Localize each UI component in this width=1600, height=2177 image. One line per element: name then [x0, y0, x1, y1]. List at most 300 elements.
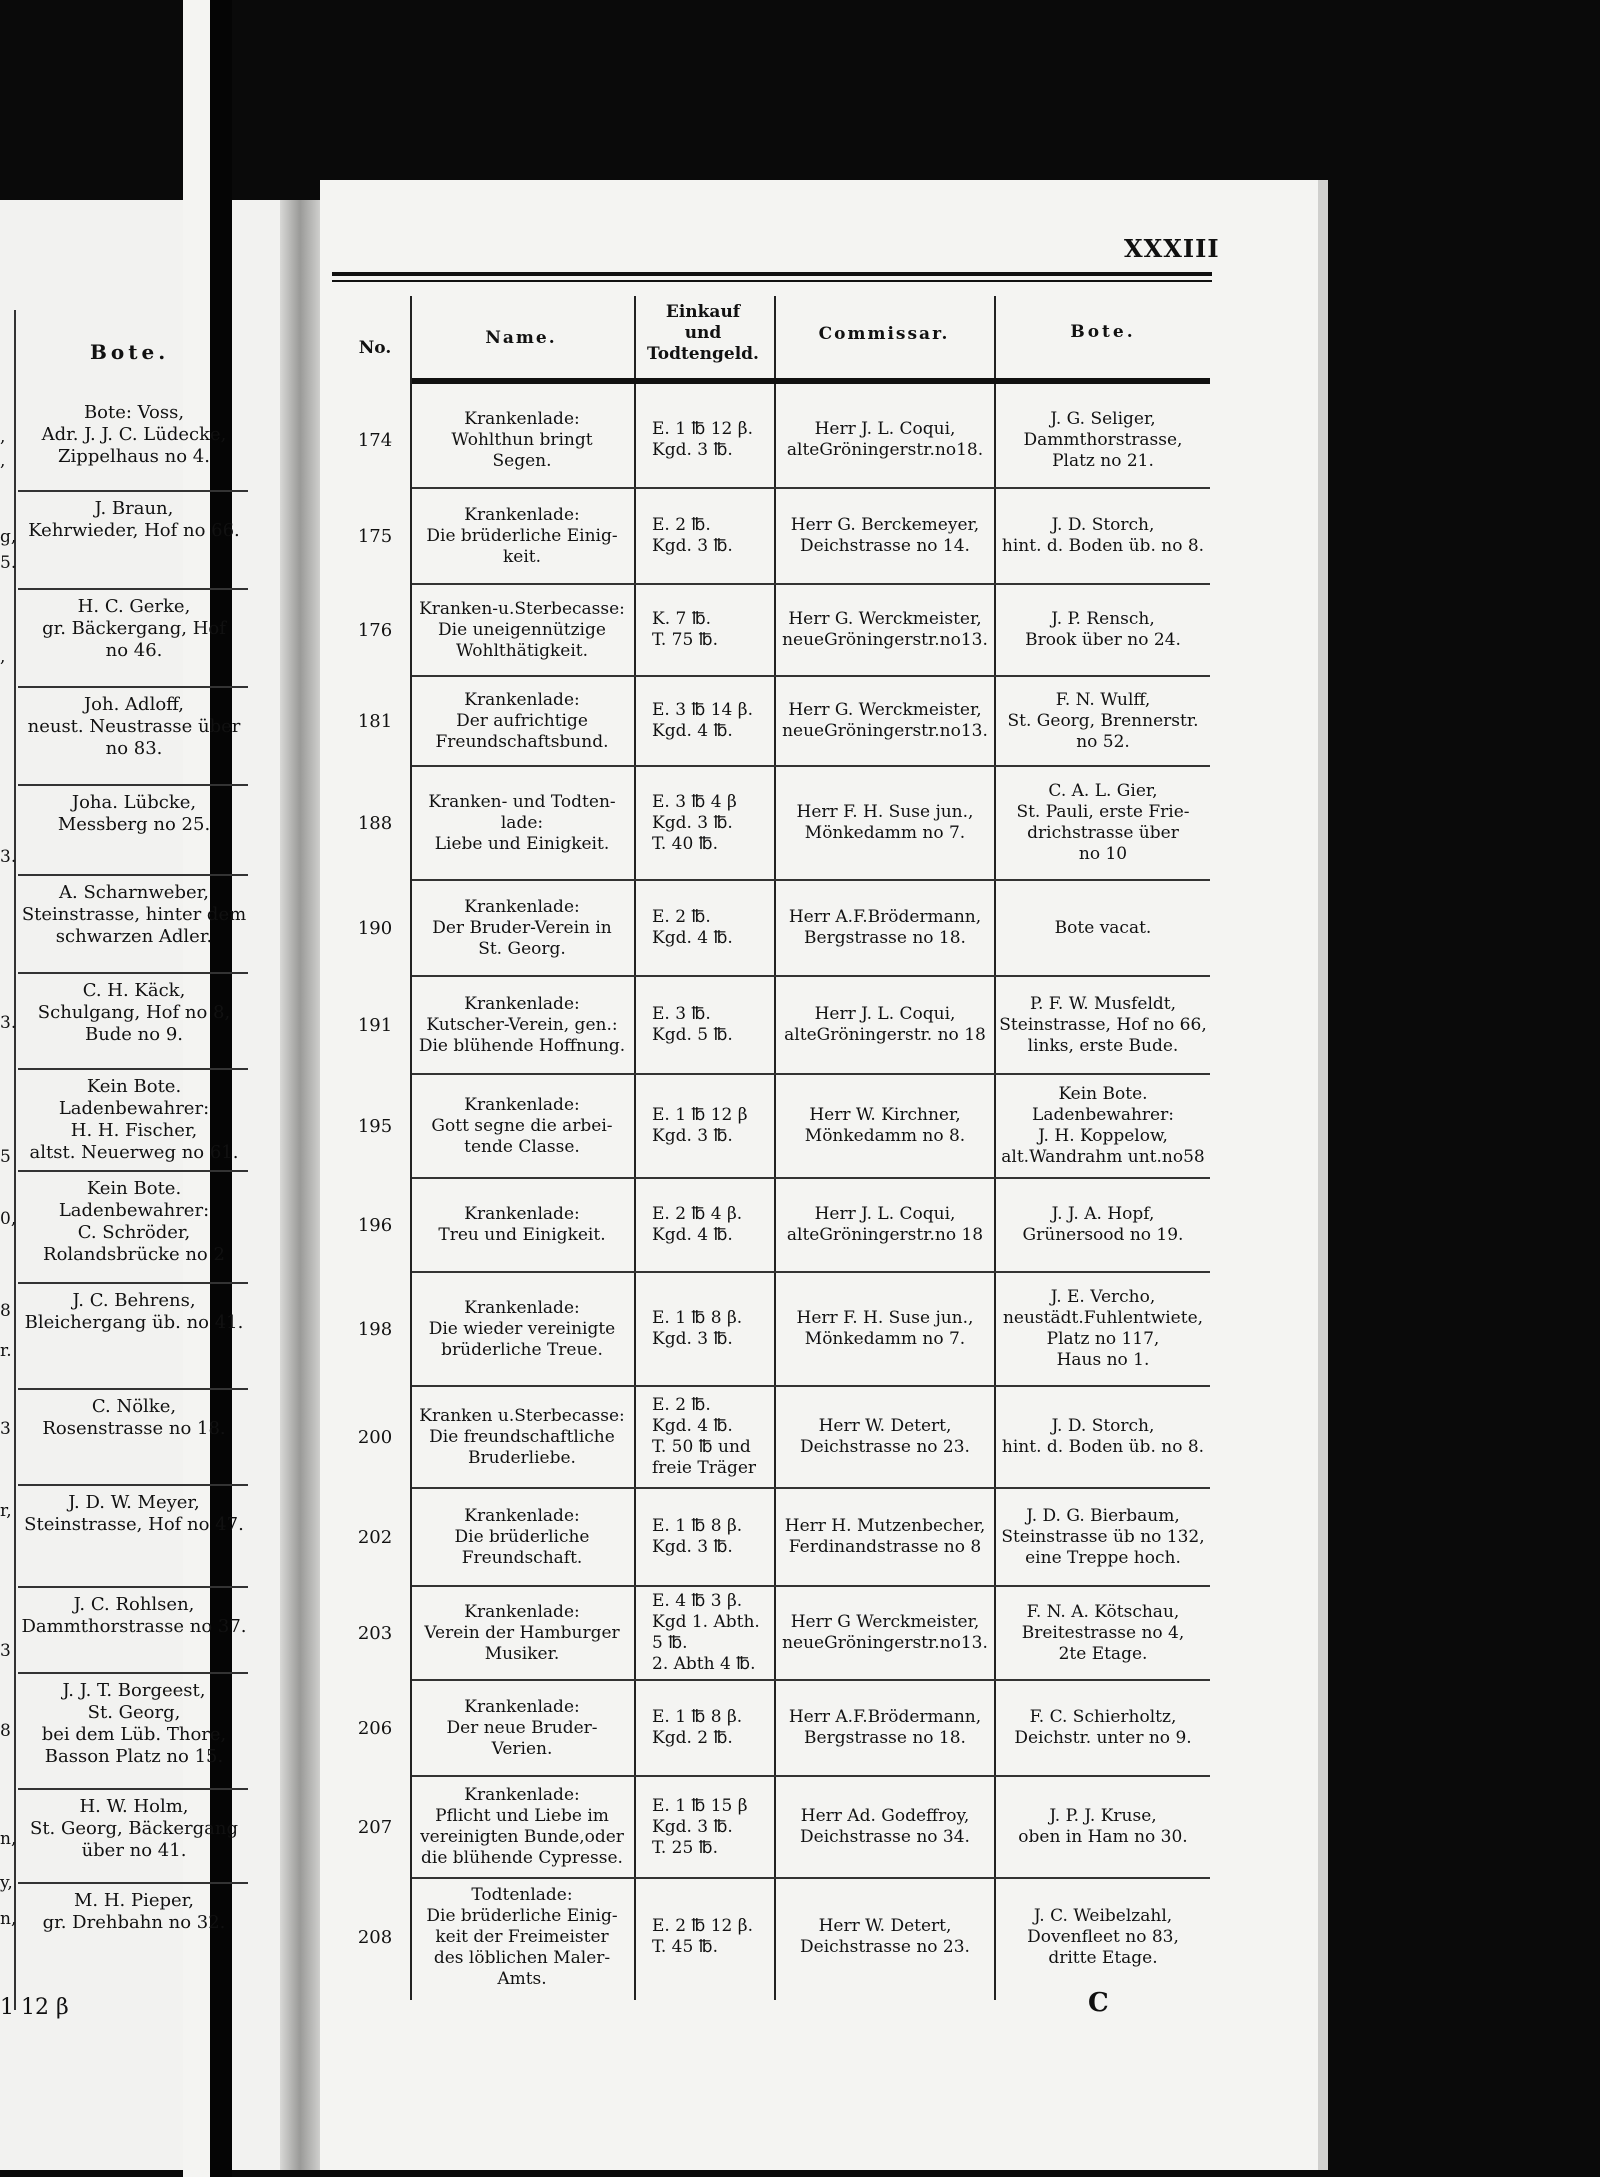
name-line: Treu und Einigkeit. — [438, 1225, 606, 1245]
einkauf-line: Kgd. 2 ℔. — [652, 1728, 733, 1748]
bote-line: Platz no 21. — [1052, 450, 1154, 471]
cell-einkauf — [652, 488, 772, 584]
einkauf-line: Kgd. 3 ℔. — [652, 1126, 733, 1146]
commissar-line: Mönkedamm no 7. — [804, 823, 966, 843]
bote-line: J. D. Storch, — [1051, 515, 1155, 535]
cell-bote — [996, 1878, 1210, 1996]
left-entry-line: bei dem Lüb. Thore, — [41, 1724, 227, 1745]
bote-line: hint. d. Boden üb. no 8. — [1001, 536, 1205, 556]
left-entry-line: J. J. T. Borgeest, — [62, 1680, 206, 1701]
commissar-line: Herr G. Werckmeister, — [788, 700, 982, 720]
left-entry-divider — [18, 1170, 248, 1172]
left-entry-line: C. Schröder, — [77, 1222, 191, 1243]
left-entry-line: J. D. W. Meyer, — [68, 1492, 200, 1513]
cell-einkauf — [652, 880, 772, 976]
einkauf-line: 2. Abth 4 ℔. — [652, 1654, 756, 1674]
left-entry-line: H. W. Holm, — [79, 1796, 189, 1817]
left-entry-divider — [18, 1882, 248, 1884]
left-margin-fragment: 5 — [0, 1147, 11, 1167]
left-entry — [14, 1594, 254, 1638]
einkauf-line: E. 2 ℔. — [652, 515, 711, 535]
einkauf-line: T. 75 ℔. — [652, 630, 718, 650]
column-header-bote: Bote. — [1070, 322, 1136, 342]
bote-line: Breitestrasse no 4, — [1021, 1622, 1185, 1643]
name-line: Die freundschaftliche — [429, 1426, 615, 1447]
cell-no: 188 — [357, 812, 393, 834]
bote-line: J. P. Rensch, — [1051, 609, 1155, 629]
bote-line: J. D. Storch, — [1051, 1416, 1155, 1436]
cell-no: 196 — [357, 1214, 393, 1236]
left-entry-line: Joha. Lübcke, — [71, 792, 197, 813]
book-gutter — [280, 200, 320, 2170]
left-entry — [14, 1890, 254, 1934]
left-entry-divider — [18, 1068, 248, 1070]
cell-name — [412, 584, 632, 676]
left-entry-line: gr. Bäckergang, Hof — [42, 618, 226, 639]
left-margin-fragment: 3. — [0, 847, 16, 867]
cell-name — [412, 1272, 632, 1386]
left-entry-divider — [18, 874, 248, 876]
left-entry-line: C. H. Käck, — [82, 980, 186, 1001]
bote-line: 2te Etage. — [1058, 1643, 1148, 1664]
column-header-name: Name. — [485, 328, 557, 348]
einkauf-line: E. 1 ℔ 15 β — [652, 1795, 748, 1816]
left-entry-line: no 83. — [105, 738, 163, 759]
cell-bote — [996, 976, 1210, 1074]
left-entry — [14, 1076, 254, 1164]
bote-line: Brook über no 24. — [1025, 630, 1181, 650]
left-margin-fragment: 5. — [0, 553, 16, 573]
cell-commissar — [776, 1488, 994, 1586]
bote-line: J. E. Vercho, — [1050, 1287, 1156, 1307]
name-line: Die brüderliche Einig- — [426, 525, 618, 546]
cell-name — [412, 1488, 632, 1586]
left-entry-line: Steinstrasse, hinter dem — [21, 904, 247, 925]
commissar-line: Herr J. L. Coqui, — [814, 419, 956, 439]
cell-no: 202 — [357, 1526, 393, 1548]
left-margin-fragment: 8 — [0, 1301, 11, 1321]
cell-no: 208 — [357, 1926, 393, 1948]
name-line: lade: — [500, 812, 544, 833]
cell-no: 198 — [357, 1318, 393, 1340]
bote-line: F. N. Wulff, — [1055, 689, 1151, 710]
cell-einkauf — [652, 1680, 772, 1776]
cell-name — [412, 880, 632, 976]
left-entry — [14, 498, 254, 542]
einkauf-line: E. 2 ℔. — [652, 907, 711, 927]
bote-line: F. C. Schierholtz, — [1029, 1707, 1177, 1727]
cell-commissar — [776, 676, 994, 766]
column-header-commissar: Commissar. — [818, 324, 950, 344]
left-margin-fragment: , — [0, 647, 6, 667]
cell-bote — [996, 1272, 1210, 1386]
commissar-line: Herr F. H. Suse jun., — [796, 1308, 974, 1328]
cell-einkauf — [652, 584, 772, 676]
left-entry — [14, 1396, 254, 1440]
name-line: Amts. — [497, 1968, 547, 1989]
einkauf-line: 5 ℔. — [652, 1633, 688, 1653]
cell-einkauf — [652, 766, 772, 880]
left-entry-line: H. C. Gerke, — [77, 596, 191, 617]
cell-name — [412, 976, 632, 1074]
bote-line: drichstrasse über — [1027, 823, 1179, 843]
cell-commissar — [776, 976, 994, 1074]
left-entry-line: Dammthorstrasse no 37. — [21, 1616, 247, 1637]
left-entry-line: Rolandsbrücke no 2 — [43, 1244, 225, 1265]
bote-line: Dovenfleet no 83, — [1027, 1926, 1179, 1947]
left-entry — [14, 882, 254, 948]
cell-bote — [996, 488, 1210, 584]
commissar-line: Herr G. Berckemeyer, — [790, 515, 980, 535]
right-page-edge — [1318, 180, 1328, 2170]
einkauf-line: Kgd. 4 ℔. — [652, 721, 733, 741]
cell-commissar — [776, 1586, 994, 1680]
name-line: Krankenlade: — [464, 1601, 580, 1622]
bote-line: J. C. Weibelzahl, — [1033, 1905, 1173, 1926]
einkauf-line: T. 40 ℔. — [652, 833, 718, 854]
left-entry-line: M. H. Pieper, — [73, 1890, 195, 1911]
bote-line: Kein Bote. — [1058, 1084, 1148, 1104]
left-entry-line: J. C. Rohlsen, — [73, 1594, 195, 1615]
left-entry-line: Rosenstrasse no 18. — [42, 1418, 226, 1439]
left-entry — [14, 980, 254, 1046]
cell-bote — [996, 676, 1210, 766]
left-margin-fragment: n, — [0, 1909, 16, 1929]
page-number: XXXIII — [1124, 234, 1220, 263]
left-entry-line: Joh. Adloff, — [83, 694, 185, 715]
name-line: Die brüderliche — [454, 1526, 590, 1547]
cell-no: 207 — [357, 1816, 393, 1838]
einkauf-line: Kgd. 3 ℔. — [652, 1329, 733, 1349]
name-line: St. Georg. — [478, 938, 566, 959]
cell-no: 176 — [357, 619, 393, 641]
left-entry-line: Steinstrasse, Hof no 47. — [24, 1514, 244, 1535]
bote-line: Ladenbewahrer: — [1032, 1105, 1174, 1125]
left-entry-divider — [18, 784, 248, 786]
commissar-line: alteGröningerstr.no 18 — [786, 1225, 984, 1245]
left-entry — [14, 1680, 254, 1768]
bote-line: J. H. Koppelow, — [1038, 1126, 1168, 1146]
commissar-line: Herr G. Werckmeister, — [788, 609, 982, 629]
cell-einkauf — [652, 1488, 772, 1586]
name-line: des löblichen Maler- — [433, 1947, 611, 1968]
name-line: Die wieder vereinigte — [428, 1318, 616, 1339]
left-entry — [14, 1796, 254, 1862]
name-line: Krankenlade: — [464, 1785, 580, 1805]
column-rule — [634, 296, 636, 2000]
name-line: Musiker. — [484, 1643, 560, 1664]
cell-bote — [996, 766, 1210, 880]
commissar-line: neueGröningerstr.no13. — [782, 1633, 988, 1653]
cell-name — [412, 1878, 632, 1996]
left-margin-fragment: , — [0, 427, 6, 447]
cell-bote — [996, 1386, 1210, 1488]
left-margin-fragment: 8 — [0, 1721, 11, 1741]
cell-name — [412, 676, 632, 766]
einkauf-line: Kgd. 5 ℔. — [652, 1025, 733, 1045]
cell-name — [412, 1074, 632, 1178]
einkauf-line: freie Träger — [652, 1458, 757, 1478]
name-line: Verein der Hamburger — [424, 1622, 620, 1643]
left-entry-divider — [18, 972, 248, 974]
einkauf-line: Kgd. 4 ℔. — [652, 1416, 733, 1436]
left-entry-line: gr. Drehbahn no 32. — [42, 1912, 226, 1933]
name-line: Krankenlade: — [464, 896, 580, 917]
cell-commissar — [776, 392, 994, 488]
left-entry — [14, 596, 254, 662]
commissar-line: Mönkedamm no 8. — [804, 1126, 966, 1146]
left-margin-fragment: y, — [0, 1873, 13, 1893]
left-entry-line: schwarzen Adler. — [55, 926, 213, 947]
einkauf-line: E. 2 ℔. — [652, 1395, 711, 1415]
bote-line: Steinstrasse üb no 132, — [1001, 1526, 1205, 1547]
einkauf-line: E. 1 ℔ 8 β. — [652, 1308, 743, 1328]
header-rule — [332, 272, 1212, 276]
commissar-line: Herr A.F.Brödermann, — [788, 907, 982, 927]
header-rule-thin — [332, 280, 1212, 282]
cell-commissar — [776, 1878, 994, 1996]
name-line: tende Classe. — [464, 1136, 580, 1157]
cell-no: 175 — [357, 525, 393, 547]
commissar-line: neueGröningerstr.no13. — [782, 630, 988, 650]
einkauf-line: E. 1 ℔ 12 β — [652, 1105, 748, 1125]
name-line: Die uneigennützige — [438, 619, 606, 640]
einkauf-line: E. 3 ℔. — [652, 1004, 711, 1024]
name-line: Krankenlade: — [464, 504, 580, 525]
left-entry-line: C. Nölke, — [91, 1396, 177, 1417]
cell-no: 191 — [357, 1014, 393, 1036]
left-entry-line: Messberg no 25. — [57, 814, 211, 835]
name-line: die blühende Cypresse. — [421, 1848, 623, 1868]
left-entry-line: Basson Platz no 15. — [44, 1746, 224, 1767]
bote-line: F. N. A. Kötschau, — [1026, 1601, 1180, 1622]
einkauf-line: E. 1 ℔ 8 β. — [652, 1516, 743, 1536]
bote-line: C. A. L. Gier, — [1048, 781, 1158, 801]
left-margin-fragment: r, — [0, 1501, 12, 1521]
bote-line: P. F. W. Musfeldt, — [1029, 993, 1177, 1014]
left-entry-line: Adr. J. J. C. Lüdecke, — [41, 424, 227, 445]
cell-name — [412, 1586, 632, 1680]
cell-bote — [996, 1680, 1210, 1776]
commissar-line: Herr W. Kirchner, — [809, 1105, 961, 1125]
einkauf-header-line: Einkauf — [665, 302, 741, 322]
left-entry-line: A. Scharnweber, — [59, 882, 209, 903]
bote-line: Haus no 1. — [1056, 1350, 1150, 1370]
cell-no: 174 — [357, 429, 393, 451]
einkauf-line: Kgd. 3 ℔. — [652, 536, 733, 556]
cell-no: 206 — [357, 1717, 393, 1739]
einkauf-line: E. 1 ℔ 8 β. — [652, 1707, 743, 1727]
left-margin-fragment: 0, — [0, 1209, 16, 1229]
bote-line: eine Treppe hoch. — [1025, 1547, 1181, 1568]
column-header-einkauf — [636, 302, 770, 365]
cell-bote — [996, 392, 1210, 488]
name-line: Freundschaft. — [461, 1547, 583, 1568]
commissar-line: Mönkedamm no 7. — [804, 1329, 966, 1349]
cell-commissar — [776, 584, 994, 676]
bote-line: Deichstr. unter no 9. — [1014, 1728, 1192, 1748]
name-line: Der neue Bruder- — [446, 1717, 598, 1738]
bote-line: Dammthorstrasse, — [1023, 429, 1183, 450]
commissar-line: Herr W. Detert, — [818, 1416, 952, 1436]
left-entry — [14, 402, 254, 468]
left-entry-divider — [18, 490, 248, 492]
cell-bote — [996, 1178, 1210, 1272]
cell-bote — [996, 1074, 1210, 1178]
einkauf-line: E. 3 ℔ 4 β — [652, 791, 737, 812]
commissar-line: Deichstrasse no 34. — [800, 1827, 970, 1847]
cell-bote — [996, 1776, 1210, 1878]
bote-line: J. J. A. Hopf, — [1051, 1204, 1155, 1224]
bote-line: St. Pauli, erste Frie- — [1016, 802, 1190, 822]
einkauf-line: K. 7 ℔. — [652, 609, 712, 629]
bote-line: J. P. J. Kruse, — [1049, 1806, 1157, 1826]
cell-einkauf — [652, 1178, 772, 1272]
name-line: brüderliche Treue. — [441, 1339, 603, 1360]
bote-line: links, erste Bude. — [1027, 1035, 1179, 1056]
name-line: Krankenlade: — [464, 1505, 580, 1526]
left-entry-line: Kein Bote. — [86, 1076, 182, 1097]
cell-no: 203 — [357, 1622, 393, 1644]
left-entry-divider — [18, 686, 248, 688]
cell-einkauf — [652, 392, 772, 488]
header-bottom-rule — [412, 378, 1210, 384]
name-line: Pflicht und Liebe im — [435, 1806, 609, 1826]
left-entry-line: J. C. Behrens, — [72, 1290, 196, 1311]
cell-no: 190 — [357, 917, 393, 939]
einkauf-line: E. 3 ℔ 14 β. — [652, 700, 754, 720]
left-margin-fragment: 3 — [0, 1419, 11, 1439]
einkauf-line: Kgd. 4 ℔. — [652, 928, 733, 948]
left-column-header: Bote. — [90, 340, 170, 364]
name-line: Liebe und Einigkeit. — [434, 833, 610, 854]
name-line: Krankenlade: — [464, 408, 580, 429]
name-line: Kranken- und Todten- — [428, 791, 616, 812]
left-margin-fragment: r. — [0, 1341, 12, 1361]
cell-commissar — [776, 1680, 994, 1776]
name-line: Kranken-u.Sterbecasse: — [419, 598, 625, 619]
left-entry-line: no 46. — [105, 640, 163, 661]
name-line: Die blühende Hoffnung. — [418, 1035, 626, 1056]
cell-commissar — [776, 488, 994, 584]
bote-line: neustädt.Fuhlentwiete, — [1002, 1308, 1204, 1328]
bote-line: dritte Etage. — [1048, 1947, 1158, 1968]
cell-bote — [996, 1488, 1210, 1586]
bote-line: hint. d. Boden üb. no 8. — [1001, 1437, 1205, 1457]
left-entry-divider — [18, 1586, 248, 1588]
name-line: Verien. — [491, 1738, 553, 1759]
einkauf-line: Kgd 1. Abth. — [652, 1612, 760, 1632]
left-entry-line: Bude no 9. — [84, 1024, 184, 1045]
name-line: Der aufrichtige — [456, 710, 588, 731]
commissar-line: Herr W. Detert, — [818, 1916, 952, 1936]
bote-line: alt.Wandrahm unt.no58 — [1001, 1147, 1205, 1167]
left-entry-line: Kehrwieder, Hof no 66. — [28, 520, 240, 541]
left-entry-line: Zippelhaus no 4. — [58, 446, 210, 467]
einkauf-header-line: und — [684, 323, 722, 343]
bote-line: Steinstrasse, Hof no 66, — [999, 1014, 1207, 1035]
name-line: keit. — [502, 546, 542, 567]
name-line: keit der Freimeister — [435, 1926, 609, 1947]
left-margin-fragment: , — [0, 451, 6, 471]
cell-commissar — [776, 1386, 994, 1488]
left-entry — [14, 1290, 254, 1334]
commissar-line: Ferdinandstrasse no 8 — [788, 1537, 982, 1557]
cell-einkauf — [652, 1776, 772, 1878]
cell-einkauf — [652, 1586, 772, 1680]
name-line: Freundschaftsbund. — [435, 731, 609, 752]
bote-line: J. G. Seliger, — [1050, 408, 1156, 429]
einkauf-line: T. 45 ℔. — [652, 1937, 718, 1957]
cell-einkauf — [652, 1878, 772, 1996]
cell-bote — [996, 880, 1210, 976]
cell-einkauf — [652, 1272, 772, 1386]
cell-commissar — [776, 1776, 994, 1878]
name-line: Bruderliebe. — [468, 1447, 576, 1468]
name-line: Der Bruder-Verein in — [432, 917, 612, 938]
left-entry-divider — [18, 1788, 248, 1790]
name-line: Kranken u.Sterbecasse: — [419, 1405, 625, 1426]
cell-commissar — [776, 1074, 994, 1178]
commissar-line: Herr H. Mutzenbecher, — [784, 1516, 986, 1536]
left-entry-line: J. Braun, — [94, 498, 174, 519]
left-entry-line: Bote: Voss, — [83, 402, 185, 423]
bote-line: Platz no 117, — [1046, 1329, 1160, 1349]
left-entry — [14, 694, 254, 760]
name-line: Krankenlade: — [464, 1094, 580, 1115]
cell-name — [412, 1178, 632, 1272]
left-entry-line: Kein Bote. — [86, 1178, 182, 1199]
commissar-line: neueGröningerstr.no13. — [782, 721, 988, 741]
left-entry-line: Ladenbewahrer: — [58, 1200, 210, 1221]
commissar-line: Herr J. L. Coqui, — [814, 1004, 956, 1024]
left-entry-line: neust. Neustrasse über — [27, 716, 241, 737]
left-entry — [14, 792, 254, 836]
cell-einkauf — [652, 1074, 772, 1178]
einkauf-line: T. 50 ℔ und — [652, 1437, 751, 1457]
bote-line: Grünersood no 19. — [1022, 1225, 1184, 1245]
commissar-line: alteGröningerstr.no18. — [786, 440, 984, 460]
left-margin-fragment: g, — [0, 527, 16, 547]
left-entry-divider — [18, 1388, 248, 1390]
left-margin-fragment: n, — [0, 1829, 16, 1849]
cell-einkauf — [652, 976, 772, 1074]
commissar-line: Herr A.F.Brödermann, — [788, 1707, 982, 1727]
einkauf-line: E. 2 ℔ 12 β. — [652, 1916, 754, 1936]
left-entry-divider — [18, 1672, 248, 1674]
einkauf-line: E. 4 ℔ 3 β. — [652, 1591, 743, 1611]
signature-mark: C — [1088, 1988, 1109, 2018]
cell-no: 195 — [357, 1115, 393, 1137]
cell-einkauf — [652, 676, 772, 766]
commissar-line: Bergstrasse no 18. — [804, 1728, 966, 1748]
left-entry-line: St. Georg, — [87, 1702, 181, 1723]
einkauf-line: Kgd. 3 ℔. — [652, 1537, 733, 1557]
left-entry-divider — [18, 1282, 248, 1284]
commissar-line: Herr G Werckmeister, — [790, 1612, 980, 1632]
cell-name — [412, 1680, 632, 1776]
left-entry — [14, 1492, 254, 1536]
commissar-line: Herr F. H. Suse jun., — [796, 802, 974, 822]
cell-einkauf — [652, 1386, 772, 1488]
commissar-line: Bergstrasse no 18. — [804, 928, 966, 948]
cell-commissar — [776, 766, 994, 880]
cell-no: 200 — [357, 1426, 393, 1448]
einkauf-line: T. 25 ℔. — [652, 1837, 718, 1858]
einkauf-line: E. 1 ℔ 12 β. — [652, 419, 754, 439]
commissar-line: Deichstrasse no 23. — [800, 1937, 970, 1957]
name-line: Wohlthun bringt — [451, 429, 593, 450]
